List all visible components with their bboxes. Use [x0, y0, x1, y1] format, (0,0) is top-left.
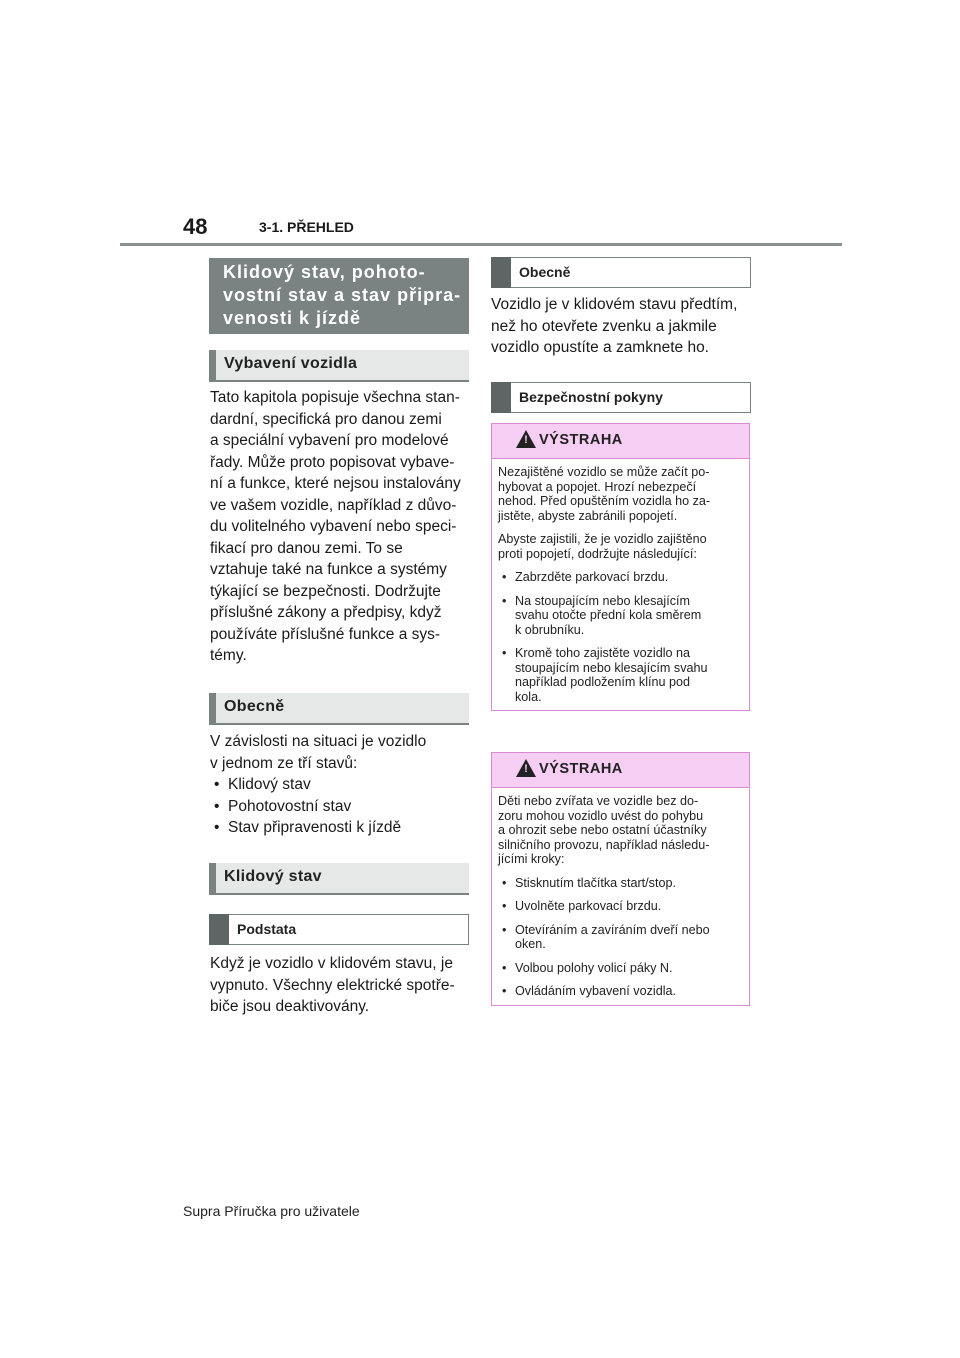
warning-paragraph: Děti nebo zvířata ve vozidle bez do- zoru mohou vozidlo uvést do pohybu a ohrozit sebe nebo ostatní účastníky silničního provozu, například následu- jícími kroky:: [498, 794, 710, 866]
states-paragraph-text: V závislosti na situaci je vozidlo v jednom ze tří stavů:: [210, 733, 427, 772]
warning-body: [492, 459, 749, 710]
intro-paragraph: [210, 387, 472, 667]
list-item: • Uvolněte parkovací brzdu.: [498, 899, 739, 914]
section-header: 3-1. PŘEHLED: [259, 219, 354, 235]
minor-heading-podstata: [209, 914, 469, 945]
warning-paragraph: Nezajištěné vozidlo se může začít po- hybovat a popojet. Hrozí nebezpečí nehod. Před opuštěním vozidla ho za- jistěte, abyste zabránili popojetí.: [498, 465, 711, 523]
subheading-label: Vybavení vozidla: [224, 355, 358, 372]
list-item: • Otevíráním a zavíráním dveří nebo oken.: [498, 923, 739, 952]
warning-exclamation-mark: !: [524, 763, 528, 775]
chapter-title-text: Klidový stav, pohoto- vostní stav a stav připra- venosti k jízdě: [223, 262, 462, 328]
list-item: • Pohotovostní stav: [210, 796, 472, 818]
states-paragraph: [210, 731, 472, 839]
warning-list: [498, 570, 739, 704]
page-number: 48: [183, 214, 208, 239]
subheading-klidovy-stav: [209, 863, 469, 895]
warning-paragraph: Abyste zajistili, že je vozidlo zajištěno proti popojetí, dodržujte následující:: [498, 532, 707, 561]
subheading-label: Obecně: [224, 698, 285, 715]
subheading-label: Klidový stav: [224, 868, 322, 885]
podstata-paragraph-text: Když je vozidlo v klidovém stavu, je vypnuto. Všechny elektrické spotře- biče jsou deaktivovány.: [210, 955, 455, 1015]
warning-header: [492, 753, 749, 788]
list-item: • Kromě toho zajistěte vozidlo na stoupajícím nebo klesajícím svahu například podložením klínu pod kola.: [498, 646, 739, 704]
subheading-obecne: [209, 693, 469, 725]
states-list: [210, 774, 472, 839]
list-item: • Zabrzděte parkovací brzdu.: [498, 570, 739, 585]
list-item: • Stav připravenosti k jízdě: [210, 817, 472, 839]
intro-paragraph-text: Tato kapitola popisuje všechna stan- dardní, specifická pro danou zemi a speciální vybavení pro modelové řady. Může proto popisovat vybave- ní a funkce, které nejsou instalovány ve vašem vozidle, například z důvo- du volitelného vybavení nebo speci- fikací pro danou zemi. To se vztahuje také na funkce a systémy týkající se bezpečnosti. Dodržujte příslušné zákony a předpisy, když používáte příslušné funkce a sys- témy.: [210, 389, 461, 664]
obecne-paragraph: [491, 294, 753, 359]
minor-heading-label: Obecně: [519, 264, 571, 280]
podstata-paragraph: [210, 953, 472, 1018]
subheading-vybaveni-vozidla: [209, 350, 469, 382]
warning-list: [498, 876, 739, 999]
header-rule: [120, 243, 842, 246]
minor-heading-label: Podstata: [237, 921, 297, 937]
warning-header: [492, 424, 749, 459]
list-item: • Ovládáním vybavení vozidla.: [498, 984, 739, 999]
list-item: • Na stoupajícím nebo klesajícím svahu otočte přední kola směrem k obrubníku.: [498, 594, 739, 638]
list-item: • Volbou polohy volicí páky N.: [498, 961, 739, 976]
chapter-title: [209, 258, 469, 334]
minor-heading-label: Bezpečnostní pokyny: [519, 389, 663, 405]
list-item: • Klidový stav: [210, 774, 472, 796]
warning-exclamation-mark: !: [524, 434, 528, 446]
minor-heading-bezpecnostni-pokyny: [491, 382, 751, 413]
obecne-paragraph-text: Vozidlo je v klidovém stavu předtím, než ho otevřete zvenku a jakmile vozidlo opustíte a zamknete ho.: [491, 296, 738, 356]
warning-body: [492, 788, 749, 1005]
warning-title: VÝSTRAHA: [539, 761, 623, 777]
list-item: • Stisknutím tlačítka start/stop.: [498, 876, 739, 891]
minor-heading-obecne: [491, 257, 751, 288]
warning-box-1: [491, 423, 750, 711]
warning-title: VÝSTRAHA: [539, 432, 623, 448]
warning-box-2: [491, 752, 750, 1006]
footer-text: Supra Příručka pro uživatele: [183, 1203, 360, 1219]
